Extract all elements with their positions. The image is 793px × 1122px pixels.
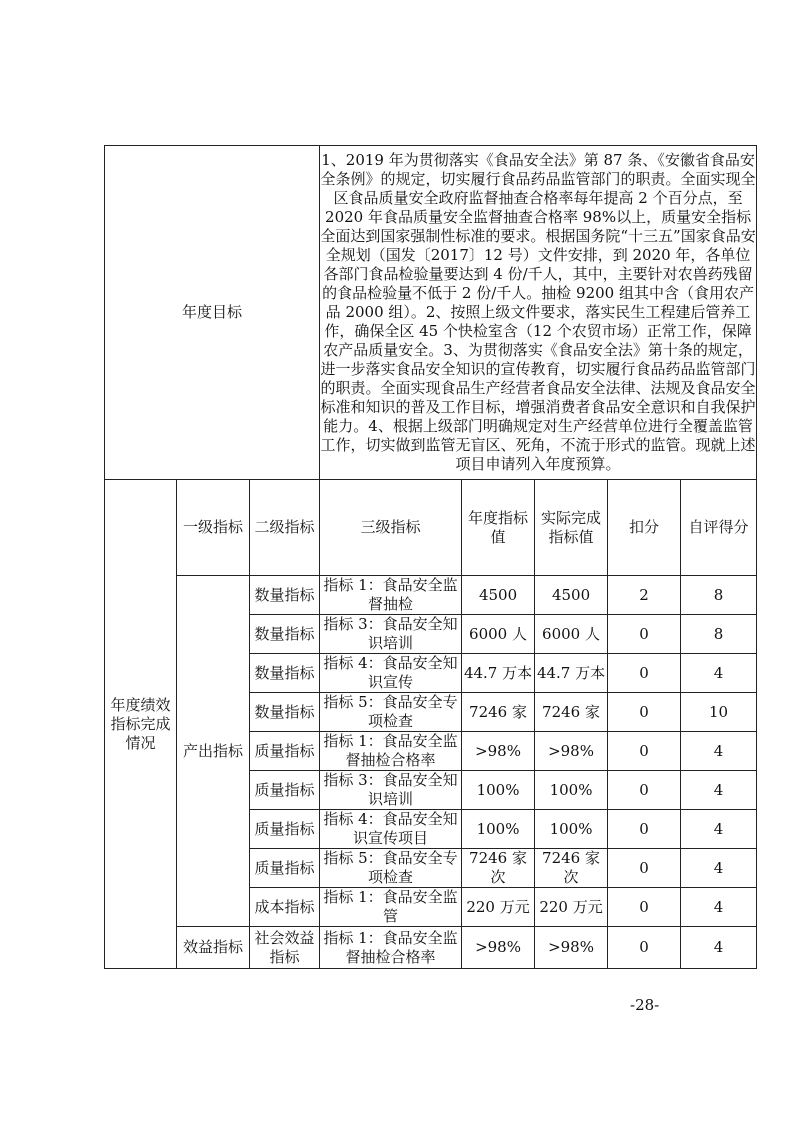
page-number: -28- [630, 996, 660, 1014]
actual-cell: >98% [535, 927, 608, 969]
deduct-cell: 0 [608, 888, 681, 927]
performance-section-label: 年度绩效指标完成情况 [105, 480, 177, 969]
benefit-indicator-label: 效益指标 [177, 927, 250, 969]
annual-goal-label: 年度目标 [105, 146, 320, 480]
target-cell: 220 万元 [462, 888, 535, 927]
deduct-cell: 0 [608, 732, 681, 771]
level2-cell: 数量指标 [250, 654, 320, 693]
header-level3: 三级指标 [320, 480, 462, 576]
level2-cell: 成本指标 [250, 888, 320, 927]
level3-cell: 指标 4：食品安全知识宣传 [320, 654, 462, 693]
target-cell: >98% [462, 927, 535, 969]
level2-cell: 质量指标 [250, 771, 320, 810]
actual-cell: 7246 家 [535, 693, 608, 732]
target-cell: 100% [462, 771, 535, 810]
level3-cell: 指标 1：食品安全监督抽检合格率 [320, 732, 462, 771]
level2-cell: 数量指标 [250, 615, 320, 654]
deduct-cell: 0 [608, 654, 681, 693]
header-level1: 一级指标 [177, 480, 250, 576]
actual-cell: 44.7 万本 [535, 654, 608, 693]
score-cell: 4 [681, 771, 757, 810]
header-target: 年度指标值 [462, 480, 535, 576]
header-level2: 二级指标 [250, 480, 320, 576]
actual-cell: 100% [535, 810, 608, 849]
target-cell: 7246 家次 [462, 849, 535, 888]
header-actual: 实际完成指标值 [535, 480, 608, 576]
score-cell: 8 [681, 615, 757, 654]
performance-table [104, 145, 757, 969]
score-cell: 4 [681, 732, 757, 771]
level3-cell: 指标 3：食品安全知识培训 [320, 615, 462, 654]
actual-cell: >98% [535, 732, 608, 771]
level3-cell: 指标 1：食品安全监督抽检 [320, 576, 462, 615]
annual-goal-text: 1、2019 年为贯彻落实《食品安全法》第 87 条、《安徽省食品安全条例》的规定，切实履行食品药品监管部门的职责。全面实现全区食品质量安全政府监督抽查合格率每年提高 2 个百分点，至 2020 年食品质量安全监督抽查合格率 98%以上，质量安全指标全面达到国家强制性标准的要求。根据国务院“十三五”国家食品安全规划（国发〔2017〕12 号）文件安排，到 2020 年，各单位各部门食品检验量要达到 4 份/千人，其中，主要针对农兽药残留的食品检验量不低于 2 份/千人。抽检 9200 组其中含（食用农产品 2000 组）。2、按照上级文件要求，落实民生工程建后管养工作，确保全区 45 个快检室含（12 个农贸市场）正常工作，保障农产品质量安全。3、为贯彻落实《食品安全法》第十条的规定，进一步落实食品安全知识的宣传教育，切实履行食品药品监管部门的职责。全面实现食品生产经营者食品安全法律、法规及食品安全标准和知识的普及工作目标，增强消费者食品安全意识和自我保护能力。4、根据上级部门明确规定对生产经营单位进行全覆盖监管工作，切实做到监管无盲区、死角，不流于形式的监管。现就上述项目申请列入年度预算。 [320, 146, 757, 480]
target-cell: 6000 人 [462, 615, 535, 654]
level2-cell: 质量指标 [250, 732, 320, 771]
level3-cell: 指标 5：食品安全专项检查 [320, 693, 462, 732]
target-cell: >98% [462, 732, 535, 771]
actual-cell: 7246 家次 [535, 849, 608, 888]
header-score: 自评得分 [681, 480, 757, 576]
level3-cell: 指标 4：食品安全知识宣传项目 [320, 810, 462, 849]
score-cell: 10 [681, 693, 757, 732]
level3-cell: 指标 5：食品安全专项检查 [320, 849, 462, 888]
deduct-cell: 0 [608, 693, 681, 732]
deduct-cell: 0 [608, 849, 681, 888]
score-cell: 4 [681, 888, 757, 927]
level2-cell: 数量指标 [250, 576, 320, 615]
level2-cell: 质量指标 [250, 810, 320, 849]
score-cell: 4 [681, 849, 757, 888]
deduct-cell: 0 [608, 615, 681, 654]
actual-cell: 100% [535, 771, 608, 810]
table-row [105, 576, 757, 615]
deduct-cell: 0 [608, 927, 681, 969]
actual-cell: 4500 [535, 576, 608, 615]
score-cell: 4 [681, 927, 757, 969]
score-cell: 4 [681, 810, 757, 849]
level2-cell: 社会效益指标 [250, 927, 320, 969]
target-cell: 4500 [462, 576, 535, 615]
actual-cell: 220 万元 [535, 888, 608, 927]
target-cell: 100% [462, 810, 535, 849]
level3-cell: 指标 3：食品安全知识培训 [320, 771, 462, 810]
deduct-cell: 0 [608, 810, 681, 849]
header-deduct: 扣分 [608, 480, 681, 576]
deduct-cell: 0 [608, 771, 681, 810]
level2-cell: 质量指标 [250, 849, 320, 888]
level3-cell: 指标 1：食品安全监督抽检合格率 [320, 927, 462, 969]
target-cell: 7246 家 [462, 693, 535, 732]
deduct-cell: 2 [608, 576, 681, 615]
table-row [105, 927, 757, 969]
actual-cell: 6000 人 [535, 615, 608, 654]
target-cell: 44.7 万本 [462, 654, 535, 693]
score-cell: 4 [681, 654, 757, 693]
score-cell: 8 [681, 576, 757, 615]
level2-cell: 数量指标 [250, 693, 320, 732]
output-indicator-label: 产出指标 [177, 576, 250, 927]
level3-cell: 指标 1：食品安全监管 [320, 888, 462, 927]
